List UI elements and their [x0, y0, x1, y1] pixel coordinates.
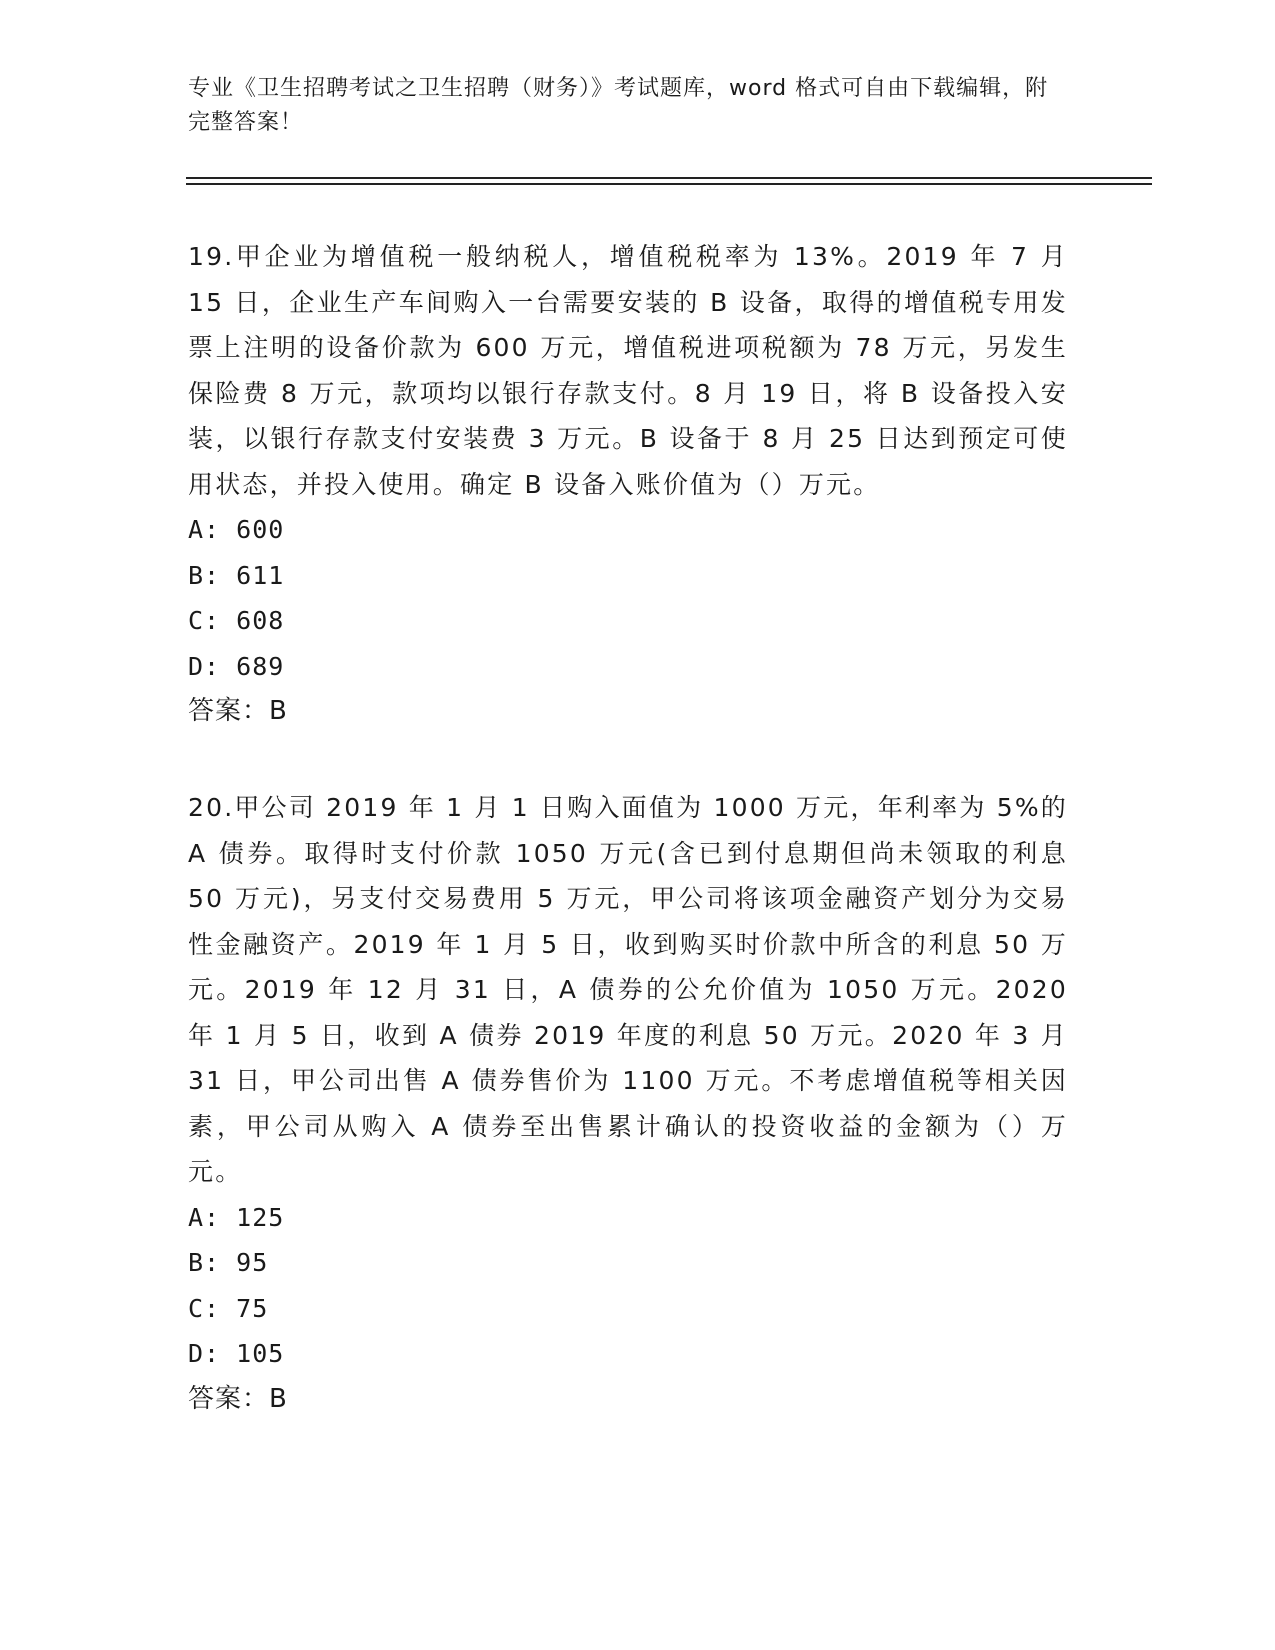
option-c: C: 75: [188, 1293, 269, 1323]
option-c: C: 608: [188, 606, 285, 635]
answer: 答案：B: [188, 696, 288, 726]
option-a: A: 125: [188, 1202, 285, 1232]
option-a: A: 600: [188, 515, 285, 544]
option-b: B: 611: [188, 560, 285, 590]
document-header: 专业《卫生招聘考试之卫生招聘（财务）》考试题库，word 格式可自由下载编辑，附完整答案！: [188, 76, 1049, 135]
answer: 答案：B: [188, 1383, 288, 1414]
question-19: [188, 234, 1068, 735]
option-d: D: 689: [188, 651, 285, 681]
header-divider-bottom: [186, 183, 1152, 185]
question-stem: 20.甲公司 2019 年 1 月 1 日购入面值为 1000 万元，年利率为 5%的 A 债券。取得时支付价款 1050 万元(含已到付息期但尚未领取的利息 50 万元)，另支付交易费用 5 万元，甲公司将该项金融资产划分为交易性金融资产。2019 年 1 月 5 日，收到购买时价款中所含的利息 50 万元。2019 年 12 月 31 日，A 债券的公允价值为 1050 万元。2020 年 1 月 5 日，收到 A 债券 2019 年度的利息 50 万元。2020 年 3 月 31 日，甲公司出售 A 债券售价为 1100 万元。不考虑增值税等相关因素，甲公司从购入 A 债券至出售累计确认的投资收益的金额为（）万元。: [188, 793, 1068, 1186]
header-divider-top: [186, 177, 1152, 179]
option-d: D: 105: [188, 1339, 285, 1368]
option-b: B: 95: [188, 1248, 269, 1277]
question-20: [188, 785, 1068, 1422]
question-stem: 19.甲企业为增值税一般纳税人，增值税税率为 13%。2019 年 7 月 15 日，企业生产车间购入一台需要安装的 B 设备，取得的增值税专用发票上注明的设备价款为 600 万元，增值税进项税额为 78 万元，另发生保险费 8 万元，款项均以银行存款支付。8 月 19 日，将 B 设备投入安装，以银行存款支付安装费 3 万元。B 设备于 8 月 25 日达到预定可使用状态，并投入使用。确定 B 设备入账价值为（）万元。: [188, 242, 1068, 499]
